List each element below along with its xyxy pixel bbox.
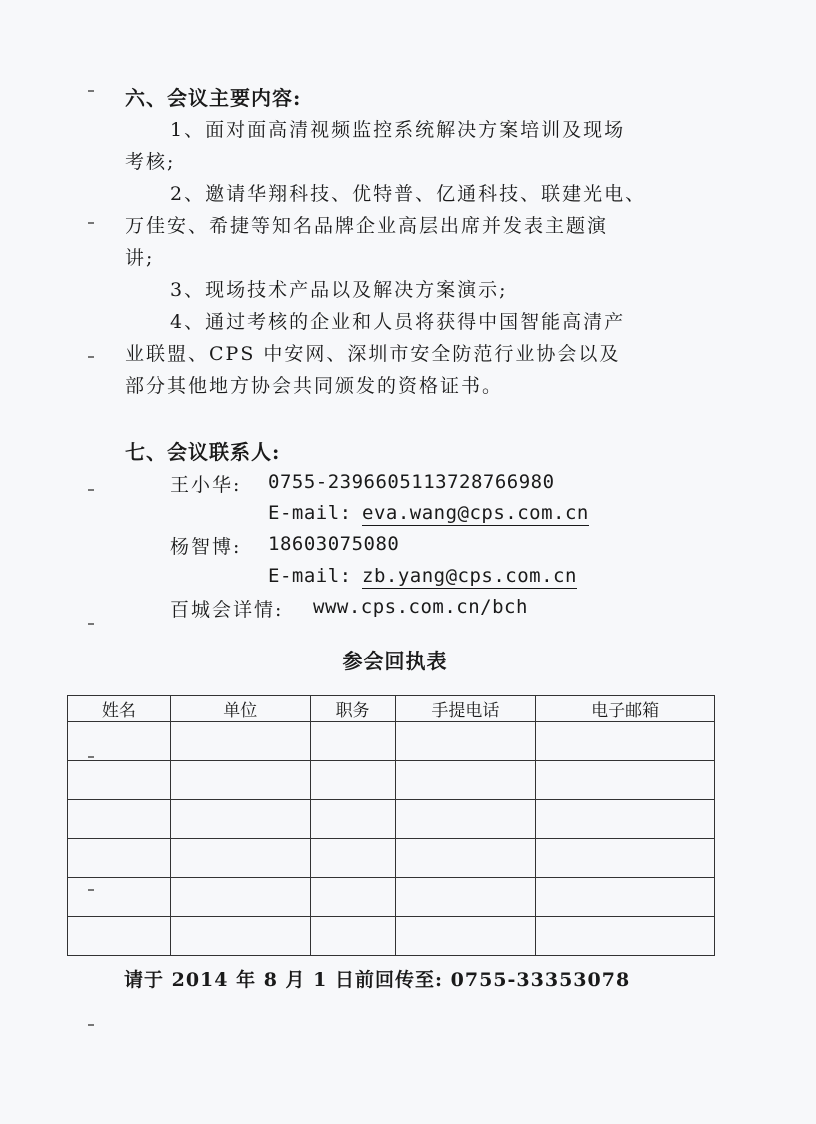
table-cell[interactable] [170, 800, 310, 839]
table-cell[interactable] [536, 917, 715, 956]
table-cell[interactable] [395, 839, 536, 878]
item-2-line-2: 万佳安、希捷等知名品牌企业高层出席并发表主题演 [125, 215, 609, 237]
table-cell[interactable] [310, 722, 395, 761]
table-row [68, 878, 715, 917]
scan-mark [88, 1024, 94, 1026]
contact-1-phone: 0755-2396605113728766980 [268, 471, 555, 493]
table-cell[interactable] [68, 761, 171, 800]
contact-1-label: 王小华: [170, 474, 242, 496]
return-deadline-note: 请于 2014 年 8 月 1 日前回传至: 0755-33353078 [124, 969, 631, 991]
item-2-line-3: 讲; [125, 247, 155, 269]
table-cell[interactable] [170, 722, 310, 761]
table-cell[interactable] [395, 800, 536, 839]
column-header-mobile: 手提电话 [395, 696, 536, 722]
table-cell[interactable] [536, 800, 715, 839]
table-cell[interactable] [170, 761, 310, 800]
scan-mark [88, 356, 94, 358]
item-4-line-1: 4、通过考核的企业和人员将获得中国智能高清产 [170, 311, 626, 333]
scan-mark [88, 623, 94, 625]
table-cell[interactable] [536, 722, 715, 761]
table-cell[interactable] [68, 878, 171, 917]
site-label: 百城会详情: [170, 599, 284, 621]
table-row [68, 917, 715, 956]
scan-mark [88, 756, 94, 758]
table-cell[interactable] [68, 722, 171, 761]
item-1-line-2: 考核; [125, 151, 176, 173]
item-2-line-1: 2、邀请华翔科技、优特普、亿通科技、联建光电、 [170, 183, 647, 205]
site-url[interactable]: www.cps.com.cn/bch [313, 596, 528, 618]
table-cell[interactable] [310, 917, 395, 956]
column-header-position: 职务 [310, 696, 395, 722]
table-cell[interactable] [170, 839, 310, 878]
table-cell[interactable] [536, 878, 715, 917]
item-1-line-1: 1、面对面高清视频监控系统解决方案培训及现场 [170, 119, 626, 141]
table-row [68, 722, 715, 761]
contact-2-email-link[interactable]: zb.yang@cps.com.cn [362, 565, 577, 587]
contact-2-email-label: E-mail: [268, 565, 352, 587]
column-header-name: 姓名 [68, 696, 171, 722]
table-header-row [68, 696, 715, 722]
table-row [68, 761, 715, 800]
item-4-line-3: 部分其他地方协会共同颁发的资格证书。 [125, 375, 504, 397]
table-cell[interactable] [310, 878, 395, 917]
table-cell[interactable] [310, 839, 395, 878]
table-cell[interactable] [310, 761, 395, 800]
scan-mark [88, 889, 94, 891]
contact-2-phone: 18603075080 [268, 533, 400, 555]
reply-form-title: 参会回执表 [342, 649, 448, 673]
item-4-line-2: 业联盟、CPS 中安网、深圳市安全防范行业协会以及 [125, 343, 621, 365]
column-header-organization: 单位 [170, 696, 310, 722]
scan-mark [88, 222, 94, 224]
column-header-email: 电子邮箱 [536, 696, 715, 722]
table-cell[interactable] [395, 722, 536, 761]
table-cell[interactable] [68, 917, 171, 956]
table-cell[interactable] [536, 839, 715, 878]
section-6-heading: 六、会议主要内容: [125, 86, 302, 110]
table-row [68, 800, 715, 839]
contact-1-email-link[interactable]: eva.wang@cps.com.cn [362, 502, 589, 524]
table-cell[interactable] [68, 800, 171, 839]
table-cell[interactable] [395, 878, 536, 917]
table-cell[interactable] [310, 800, 395, 839]
table-cell[interactable] [395, 917, 536, 956]
table-cell[interactable] [68, 839, 171, 878]
scan-mark [88, 489, 94, 491]
contact-1-email-label: E-mail: [268, 502, 352, 524]
table-cell[interactable] [170, 917, 310, 956]
section-7-heading: 七、会议联系人: [125, 440, 281, 464]
reply-form-table [67, 695, 715, 956]
table-cell[interactable] [395, 761, 536, 800]
table-cell[interactable] [536, 761, 715, 800]
table-cell[interactable] [170, 878, 310, 917]
contact-2-label: 杨智博: [170, 536, 242, 558]
item-3: 3、现场技术产品以及解决方案演示; [170, 279, 508, 301]
table-row [68, 839, 715, 878]
scan-mark [88, 90, 94, 92]
